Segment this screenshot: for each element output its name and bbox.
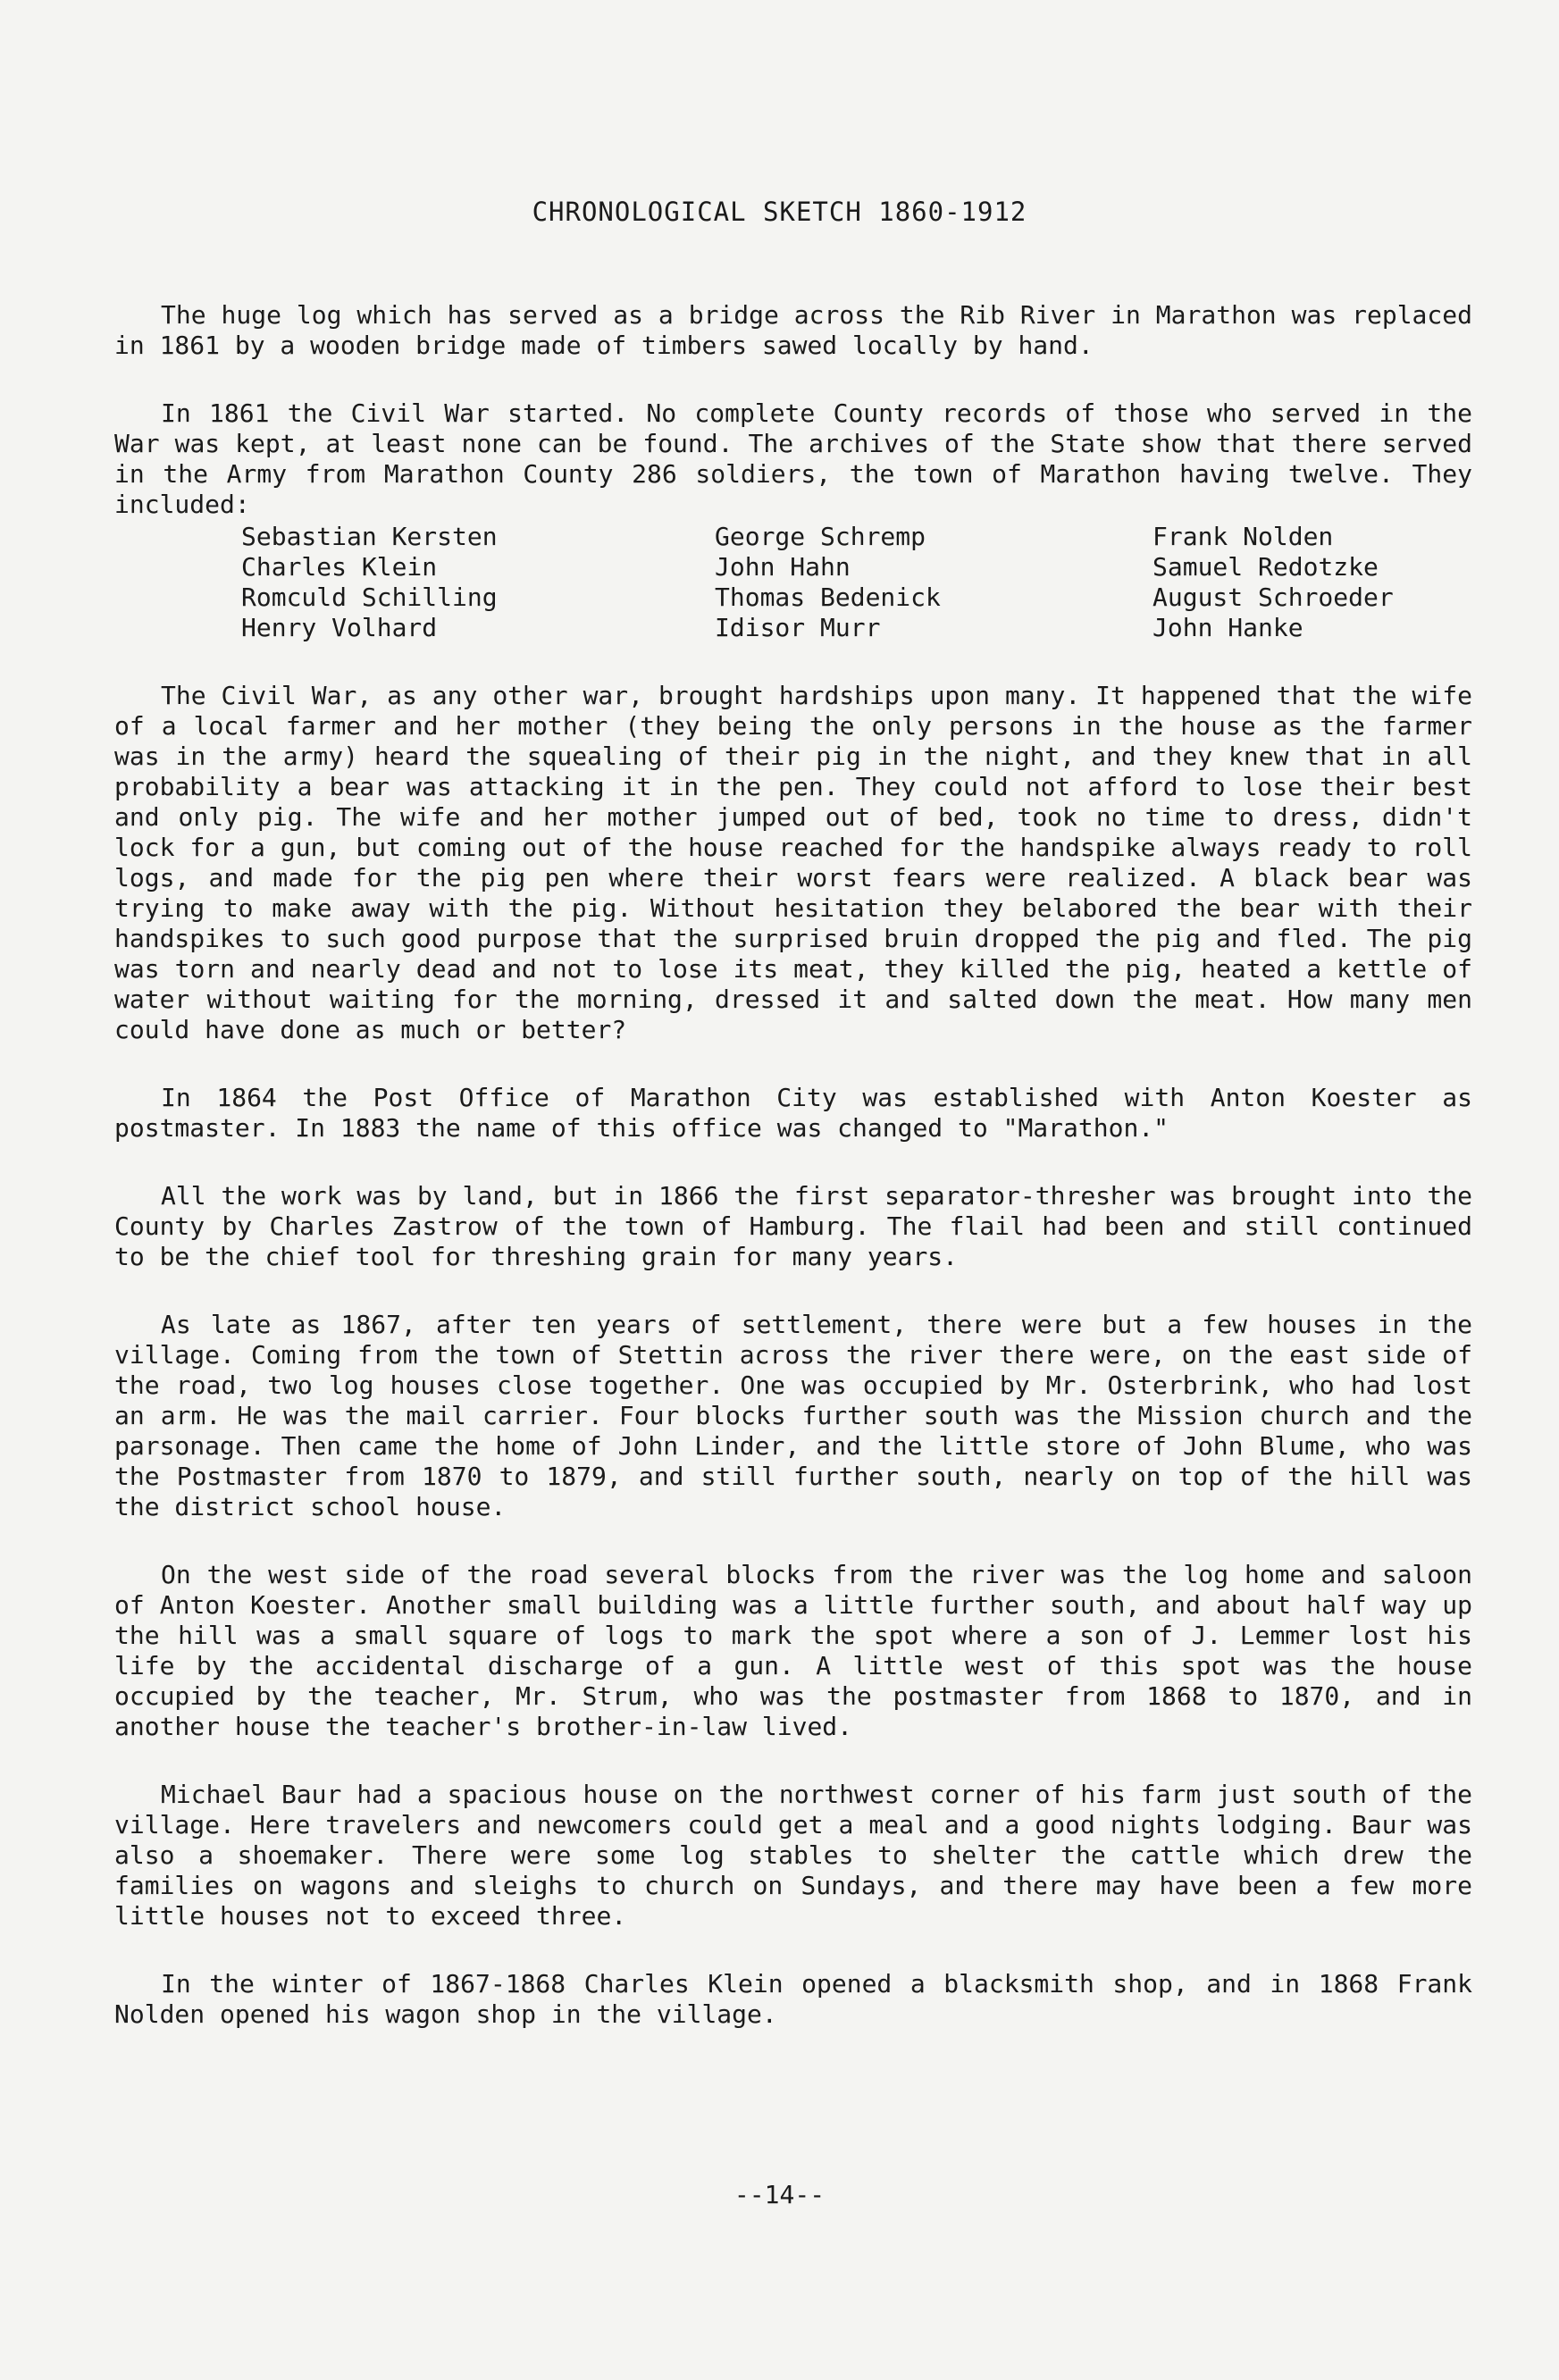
soldier-column-2: [715, 522, 1152, 643]
paragraph-post-office: In 1864 the Post Office of Marathon City was established with Anton Koester as postmaster. In 1883 the name of this office was changed to "Marathon.": [114, 1083, 1472, 1143]
paragraph-michael-baur: Michael Baur had a spacious house on the northwest corner of his farm just south of the village. Here travelers and newcomers could get a meal and a good nights lodging. Baur was also a shoemaker. There were some log stables to shelter the cattle which drew the families on wagons and sleighs to church on Sundays, and there may have been a few more little houses not to exceed three.: [114, 1780, 1472, 1931]
soldier-name-list: [114, 522, 1472, 643]
soldier-name: John Hahn: [715, 552, 851, 582]
soldier-name: Henry Volhard: [241, 613, 438, 642]
soldier-name: Sebastian Kersten: [241, 522, 498, 551]
page-number: --14--: [733, 2180, 826, 2209]
paragraph-west-side: On the west side of the road several blocks from the river was the log home and saloon of Anton Koester. Another small building was a little further south, and about half way up the hill was a small square of logs to mark the spot where a son of J. Lemmer lost his life by the accidental discharge of a gun. A little west of this spot was the house occupied by the teacher, Mr. Strum, who was the postmaster from 1868 to 1870, and in another house the teacher's brother-in-law lived.: [114, 1560, 1472, 1741]
paragraph-bridge: The huge log which has served as a bridge across the Rib River in Marathon was replaced in 1861 by a wooden bridge made of timbers sawed locally by hand.: [114, 300, 1472, 360]
soldier-name: Romculd Schilling: [241, 582, 498, 612]
soldier-name: Samuel Redotzke: [1152, 552, 1379, 582]
paragraph-village-1867: As late as 1867, after ten years of settlement, there were but a few houses in the village. Coming from the town of Stettin across the river there were, on the east side of the road, two log houses close together. One was occupied by Mr. Osterbrink, who had lost an arm. He was the mail carrier. Four blocks further south was the Mission church and the parsonage. Then came the home of John Linder, and the little store of John Blume, who was the Postmaster from 1870 to 1879, and still further south, nearly on top of the hill was the district school house.: [114, 1310, 1472, 1521]
soldier-name: Thomas Bedenick: [715, 582, 941, 612]
soldier-name: John Hanke: [1152, 613, 1303, 642]
page-title: CHRONOLOGICAL SKETCH 1860-1912: [532, 197, 1027, 227]
soldier-name: August Schroeder: [1152, 582, 1394, 612]
paragraph-civil-war: In 1861 the Civil War started. No complete County records of those who served in the War was kept, at least none can be found. The archives of the State show that there served in the Army from Marathon County 286 soldiers, the town of Marathon having twelve. They included:: [114, 398, 1472, 519]
paragraph-thresher: All the work was by land, but in 1866 the first separator-thresher was brought into the County by Charles Zastrow of the town of Hamburg. The flail had been and still continued to be the chief tool for threshing grain for many years.: [114, 1181, 1472, 1271]
soldier-column-3: [1152, 522, 1510, 643]
soldier-name: George Schremp: [715, 522, 926, 551]
soldier-column-1: [241, 522, 715, 643]
soldier-name: Frank Nolden: [1152, 522, 1334, 551]
document-body: [114, 300, 1472, 2067]
paragraph-blacksmith: In the winter of 1867-1868 Charles Klein opened a blacksmith shop, and in 1868 Frank Nolden opened his wagon shop in the village.: [114, 1969, 1472, 2029]
soldier-name: Charles Klein: [241, 552, 438, 582]
paragraph-bear-story: The Civil War, as any other war, brought hardships upon many. It happened that the wife of a local farmer and her mother (they being the only persons in the house as the farmer was in the army) heard the squealing of their pig in the night, and they knew that in all probability a bear was attacking it in the pen. They could not afford to lose their best and only pig. The wife and her mother jumped out of bed, took no time to dress, didn't lock for a gun, but coming out of the house reached for the handspike always ready to roll logs, and made for the pig pen where their worst fears were realized. A black bear was trying to make away with the pig. Without hesitation they belabored the bear with their handspikes to such good purpose that the surprised bruin dropped the pig and fled. The pig was torn and nearly dead and not to lose its meat, they killed the pig, heated a kettle of water without waiting for the morning, dressed it and salted down the meat. How many men could have done as much or better?: [114, 681, 1472, 1044]
soldier-name: Idisor Murr: [715, 613, 881, 642]
